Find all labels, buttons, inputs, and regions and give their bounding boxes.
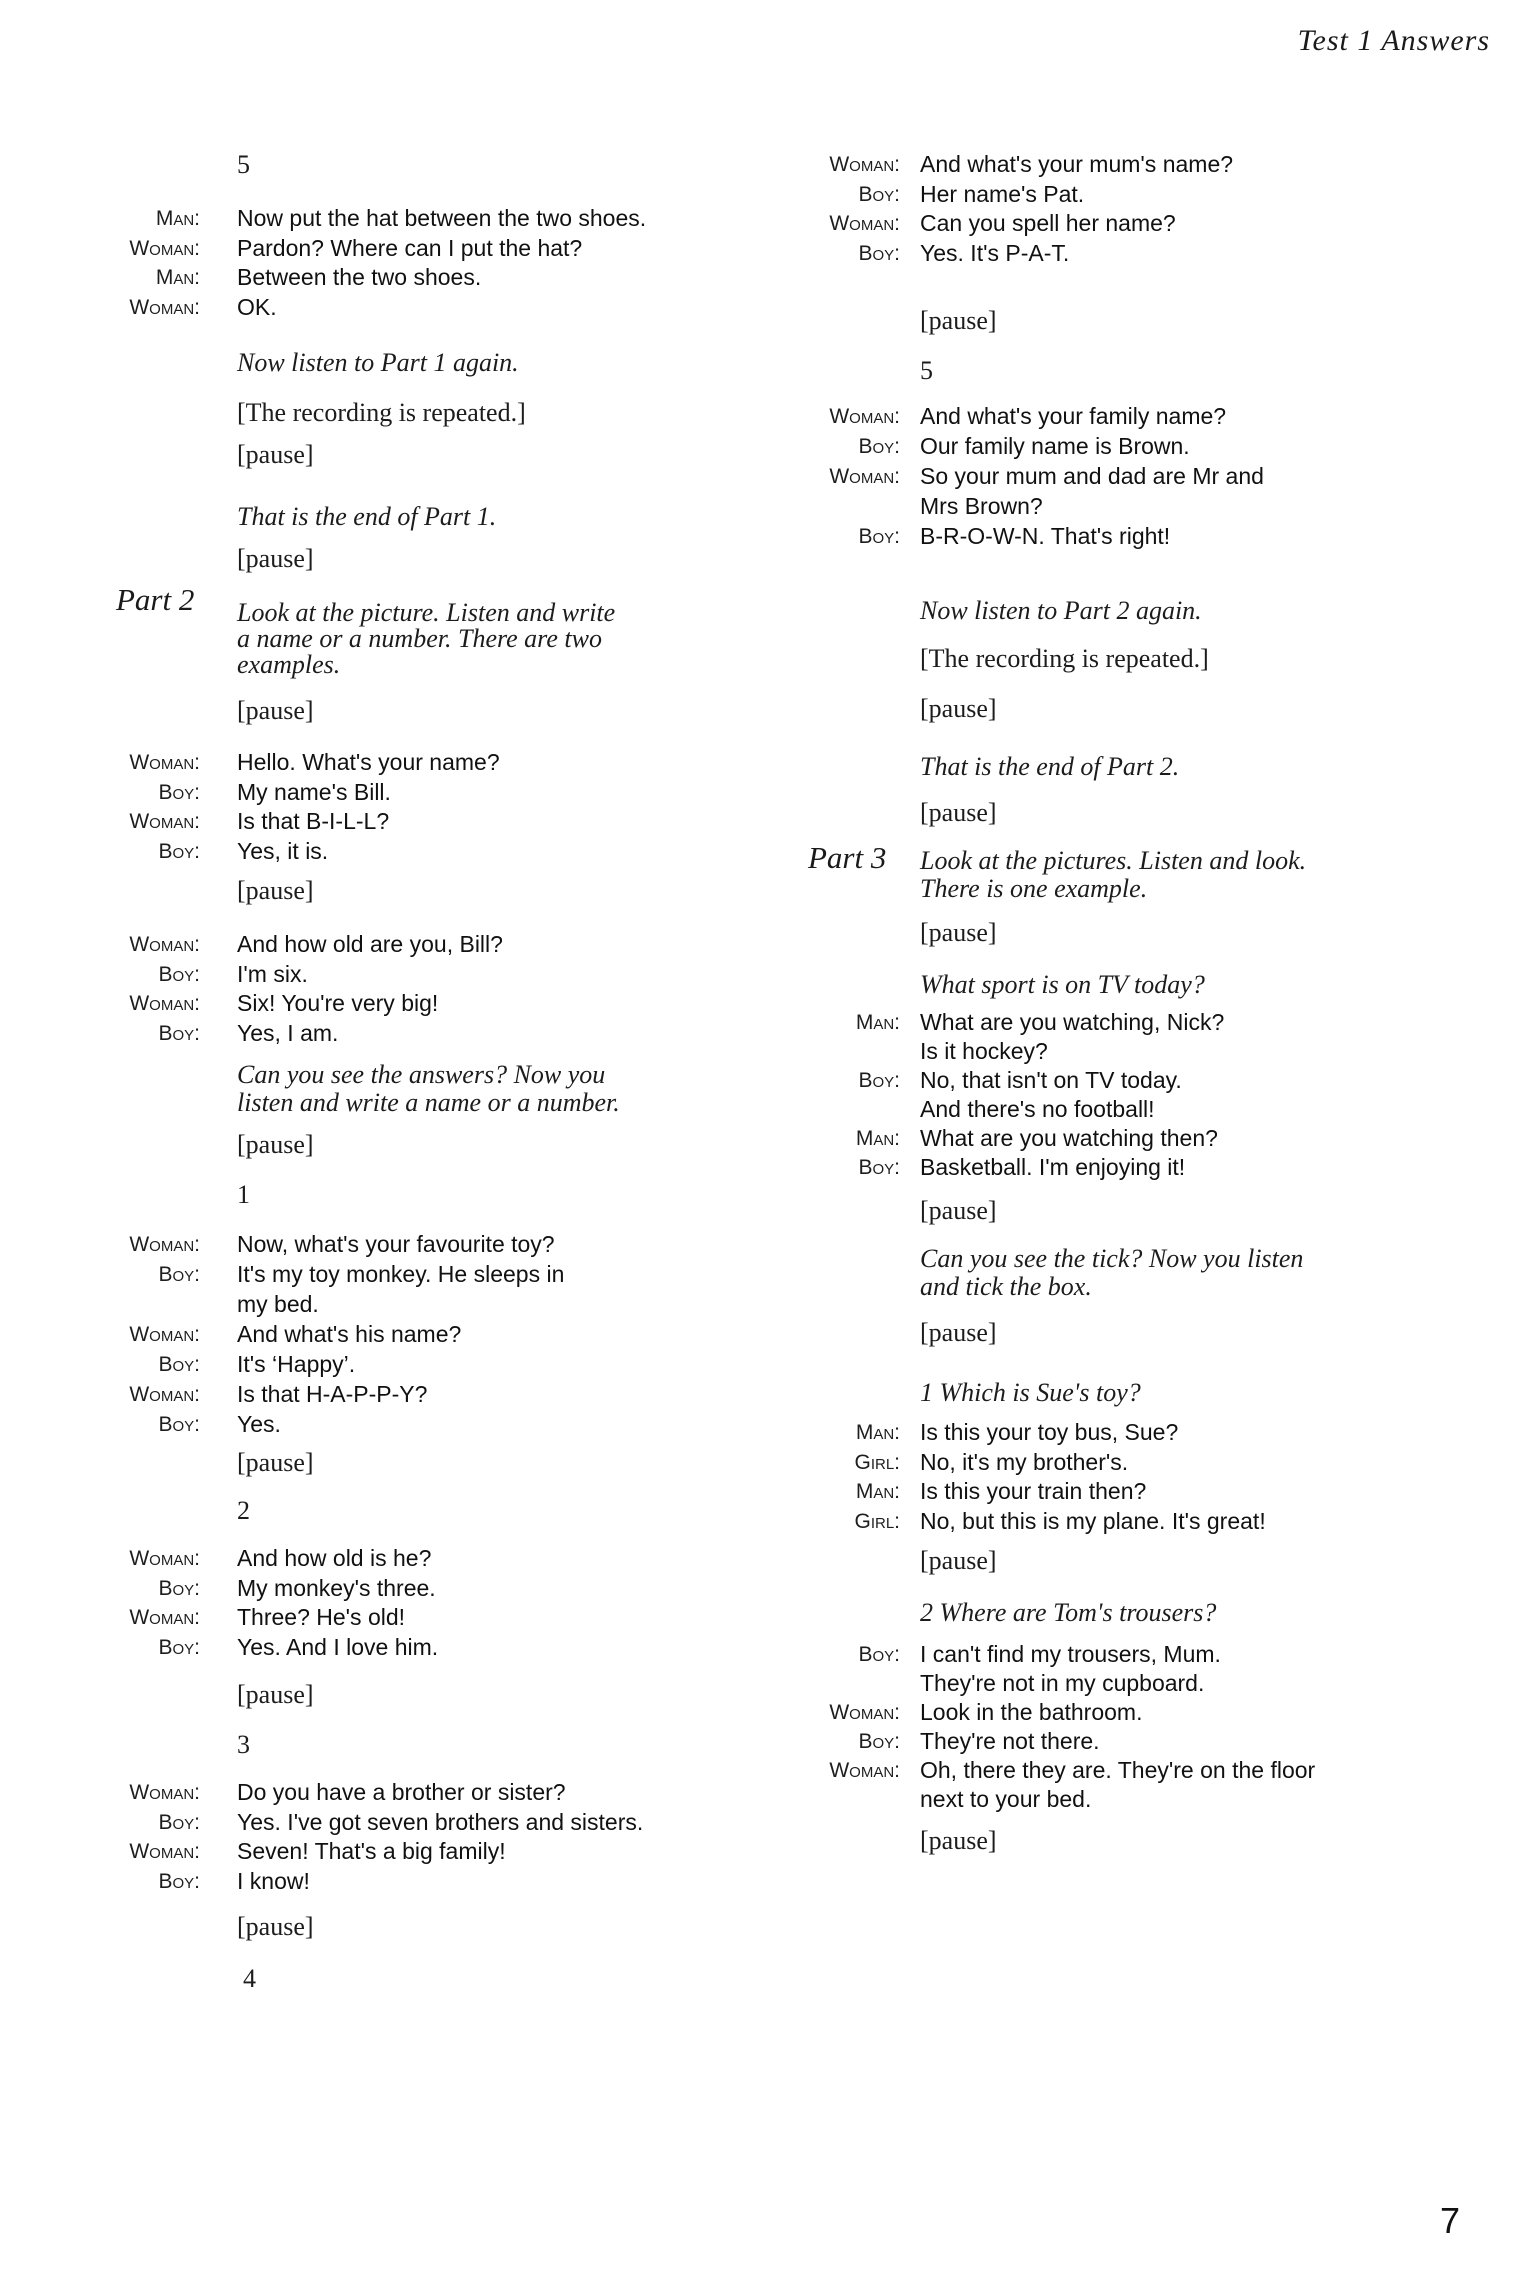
part-2-heading: Part 2 bbox=[116, 582, 195, 617]
pause-marker: [pause] bbox=[920, 306, 997, 335]
dialogue-text: And what's your family name? bbox=[920, 403, 1227, 429]
dialogue-text: Is it hockey? bbox=[920, 1038, 1048, 1064]
speaker-label: Woman: bbox=[129, 1323, 200, 1346]
speaker-label: Woman: bbox=[829, 1701, 900, 1724]
dialogue-text: Mrs Brown? bbox=[920, 493, 1043, 519]
question-heading: What sport is on TV today? bbox=[920, 970, 1205, 999]
instruction-line: Look at the pictures. Listen and look. bbox=[920, 846, 1307, 875]
pause-marker: [pause] bbox=[920, 694, 997, 723]
dialogue-text: Is that B-I-L-L? bbox=[237, 808, 390, 834]
speaker-label: Woman: bbox=[129, 992, 200, 1015]
speaker-label: Man: bbox=[855, 1421, 900, 1444]
dialogue-text: Six! You're very big! bbox=[237, 990, 439, 1016]
pause-marker: [pause] bbox=[920, 1196, 997, 1225]
speaker-label: Boy: bbox=[858, 1643, 900, 1666]
dialogue-text: My name's Bill. bbox=[237, 778, 391, 805]
pause-marker: [pause] bbox=[237, 1130, 314, 1159]
dialogue-text: Seven! That's a big family! bbox=[237, 1838, 506, 1864]
dialogue-text: No, but this is my plane. It's great! bbox=[920, 1507, 1266, 1534]
dialogue-text: They're not there. bbox=[920, 1728, 1100, 1754]
pause-marker: [pause] bbox=[237, 1680, 314, 1709]
instruction-line: Can you see the tick? Now you listen bbox=[920, 1244, 1304, 1273]
speaker-label: Woman: bbox=[129, 1606, 200, 1629]
dialogue-text: Now, what's your favourite toy? bbox=[237, 1231, 555, 1257]
speaker-label: Boy: bbox=[158, 962, 200, 986]
speaker-label: Boy: bbox=[158, 780, 200, 804]
dialogue-text: I'm six. bbox=[237, 960, 308, 987]
dialogue-text: Three? He's old! bbox=[237, 1604, 406, 1630]
dialogue-text: They're not in my cupboard. bbox=[920, 1670, 1205, 1696]
instruction-line: Now listen to Part 2 again. bbox=[920, 596, 1202, 625]
dialogue-text: Yes. And I love him. bbox=[237, 1633, 439, 1660]
speaker-label: Boy: bbox=[858, 525, 900, 548]
pause-marker: [pause] bbox=[920, 1546, 997, 1575]
speaker-label: Boy: bbox=[158, 1263, 200, 1286]
speaker-label: Woman: bbox=[829, 212, 900, 235]
speaker-label: Woman: bbox=[129, 295, 200, 319]
dialogue-text: No, it's my brother's. bbox=[920, 1448, 1129, 1475]
speaker-label: Woman: bbox=[829, 1759, 900, 1782]
dialogue-text: Her name's Pat. bbox=[920, 180, 1085, 207]
dialogue-text: Can you spell her name? bbox=[920, 210, 1176, 236]
pause-marker: [pause] bbox=[920, 798, 997, 827]
pause-marker: [pause] bbox=[920, 918, 997, 947]
speaker-label: Boy: bbox=[158, 1869, 200, 1893]
instruction-line: examples. bbox=[237, 650, 341, 679]
speaker-label: Man: bbox=[155, 207, 200, 230]
dialogue-text: Is this your toy bus, Sue? bbox=[920, 1419, 1179, 1445]
speaker-label: Woman: bbox=[129, 933, 200, 956]
dialogue-text: Pardon? Where can I put the hat? bbox=[237, 234, 583, 261]
speaker-label: Man: bbox=[855, 1011, 900, 1034]
dialogue-text: Now put the hat between the two shoes. bbox=[237, 205, 647, 231]
dialogue-text: It's ‘Happy’. bbox=[237, 1351, 356, 1377]
speaker-label: Woman: bbox=[129, 1840, 200, 1863]
dialogue-text: next to your bed. bbox=[920, 1786, 1092, 1812]
pause-marker: [pause] bbox=[237, 440, 314, 469]
instruction-line: Can you see the answers? Now you bbox=[237, 1060, 606, 1089]
pause-marker: [pause] bbox=[920, 1318, 997, 1347]
instruction-line: listen and write a name or a number. bbox=[237, 1088, 620, 1117]
speaker-label: Boy: bbox=[858, 1730, 900, 1753]
dialogue-text: Oh, there they are. They're on the floor bbox=[920, 1757, 1316, 1783]
dialogue-text: Is that H-A-P-P-Y? bbox=[237, 1381, 428, 1407]
dialogue-text: my bed. bbox=[237, 1291, 319, 1317]
page-number: 7 bbox=[1439, 2200, 1460, 2241]
speaker-label: Woman: bbox=[129, 751, 200, 774]
question-number: 2 bbox=[237, 1496, 250, 1525]
question-heading: 2 Where are Tom's trousers? bbox=[920, 1598, 1217, 1627]
speaker-label: Boy: bbox=[158, 839, 200, 863]
speaker-label: Boy: bbox=[858, 435, 900, 458]
speaker-label: Boy: bbox=[158, 1413, 200, 1436]
question-number: 3 bbox=[237, 1730, 250, 1759]
pause-marker: [pause] bbox=[237, 696, 314, 725]
speaker-label: Girl: bbox=[854, 1450, 900, 1474]
dialogue-text: Hello. What's your name? bbox=[237, 749, 500, 775]
speaker-label: Woman: bbox=[129, 1547, 200, 1570]
dialogue-text: Is this your train then? bbox=[920, 1478, 1147, 1504]
question-number: 1 bbox=[237, 1180, 250, 1209]
speaker-label: Boy: bbox=[158, 1810, 200, 1834]
dialogue-text: Yes. It's P-A-T. bbox=[920, 239, 1070, 266]
instruction-line: There is one example. bbox=[920, 874, 1148, 903]
speaker-label: Man: bbox=[855, 1480, 900, 1503]
dialogue-text: Yes. I've got seven brothers and sisters. bbox=[237, 1808, 644, 1835]
speaker-label: Boy: bbox=[158, 1353, 200, 1376]
instruction-line: That is the end of Part 1. bbox=[237, 502, 497, 531]
speaker-label: Boy: bbox=[858, 182, 900, 206]
speaker-label: Woman: bbox=[129, 236, 200, 260]
pause-marker: [pause] bbox=[237, 544, 314, 573]
dialogue-text: Our family name is Brown. bbox=[920, 433, 1190, 459]
speaker-label: Woman: bbox=[129, 810, 200, 833]
speaker-label: Woman: bbox=[129, 1233, 200, 1256]
dialogue-text: Look in the bathroom. bbox=[920, 1699, 1143, 1725]
speaker-label: Woman: bbox=[829, 405, 900, 428]
pause-marker: [pause] bbox=[237, 1912, 314, 1941]
running-header: Test 1 Answers bbox=[1297, 24, 1490, 57]
instruction-line: Look at the picture. Listen and write bbox=[237, 598, 616, 627]
dialogue-text: And how old are you, Bill? bbox=[237, 931, 503, 957]
dialogue-text: And what's his name? bbox=[237, 1321, 462, 1347]
question-heading: 1 Which is Sue's toy? bbox=[920, 1378, 1141, 1407]
speaker-label: Boy: bbox=[858, 1156, 900, 1179]
dialogue-text: And there's no football! bbox=[920, 1096, 1155, 1122]
dialogue-text: Basketball. I'm enjoying it! bbox=[920, 1154, 1186, 1180]
pause-marker: [pause] bbox=[920, 1826, 997, 1855]
dialogue-text: What are you watching then? bbox=[920, 1125, 1218, 1151]
dialogue-text: B-R-O-W-N. That's right! bbox=[920, 523, 1171, 549]
speaker-label: Boy: bbox=[158, 1635, 200, 1659]
speaker-label: Boy: bbox=[858, 241, 900, 265]
speaker-label: Boy: bbox=[858, 1069, 900, 1092]
stage-direction: [The recording is repeated.] bbox=[237, 398, 526, 427]
speaker-label: Woman: bbox=[129, 1781, 200, 1804]
dialogue-text: What are you watching, Nick? bbox=[920, 1009, 1225, 1035]
question-number: 5 bbox=[920, 356, 933, 385]
instruction-line: a name or a number. There are two bbox=[237, 624, 602, 653]
speaker-label: Boy: bbox=[158, 1576, 200, 1600]
speaker-label: Woman: bbox=[129, 1383, 200, 1406]
dialogue-text: Yes, I am. bbox=[237, 1019, 339, 1046]
speaker-label: Man: bbox=[155, 266, 200, 289]
speaker-label: Girl: bbox=[854, 1509, 900, 1533]
dialogue-text: Yes, it is. bbox=[237, 837, 329, 864]
dialogue-text: Do you have a brother or sister? bbox=[237, 1779, 566, 1805]
pause-marker: [pause] bbox=[237, 1448, 314, 1477]
speaker-label: Woman: bbox=[829, 465, 900, 488]
question-number: 5 bbox=[237, 150, 250, 179]
dialogue-text: And what's your mum's name? bbox=[920, 151, 1234, 177]
dialogue-text: So your mum and dad are Mr and bbox=[920, 463, 1264, 489]
dialogue-text: I know! bbox=[237, 1867, 310, 1894]
speaker-label: Boy: bbox=[158, 1021, 200, 1045]
speaker-label: Woman: bbox=[829, 153, 900, 176]
dialogue-text: Yes. bbox=[237, 1411, 281, 1437]
speaker-label: Man: bbox=[855, 1127, 900, 1150]
stage-direction: [The recording is repeated.] bbox=[920, 644, 1209, 673]
instruction-line: That is the end of Part 2. bbox=[920, 752, 1180, 781]
dialogue-text: OK. bbox=[237, 293, 277, 320]
part-3-heading: Part 3 bbox=[808, 840, 887, 875]
dialogue-text: No, that isn't on TV today. bbox=[920, 1067, 1182, 1093]
dialogue-text: And how old is he? bbox=[237, 1545, 432, 1571]
dialogue-text: My monkey's three. bbox=[237, 1574, 436, 1601]
dialogue-text: Between the two shoes. bbox=[237, 264, 482, 290]
dialogue-text: I can't find my trousers, Mum. bbox=[920, 1641, 1221, 1667]
question-number: 4 bbox=[243, 1964, 256, 1993]
pause-marker: [pause] bbox=[237, 876, 314, 905]
instruction-line: and tick the box. bbox=[920, 1272, 1092, 1301]
instruction-line: Now listen to Part 1 again. bbox=[237, 348, 519, 377]
dialogue-text: It's my toy monkey. He sleeps in bbox=[237, 1261, 565, 1287]
